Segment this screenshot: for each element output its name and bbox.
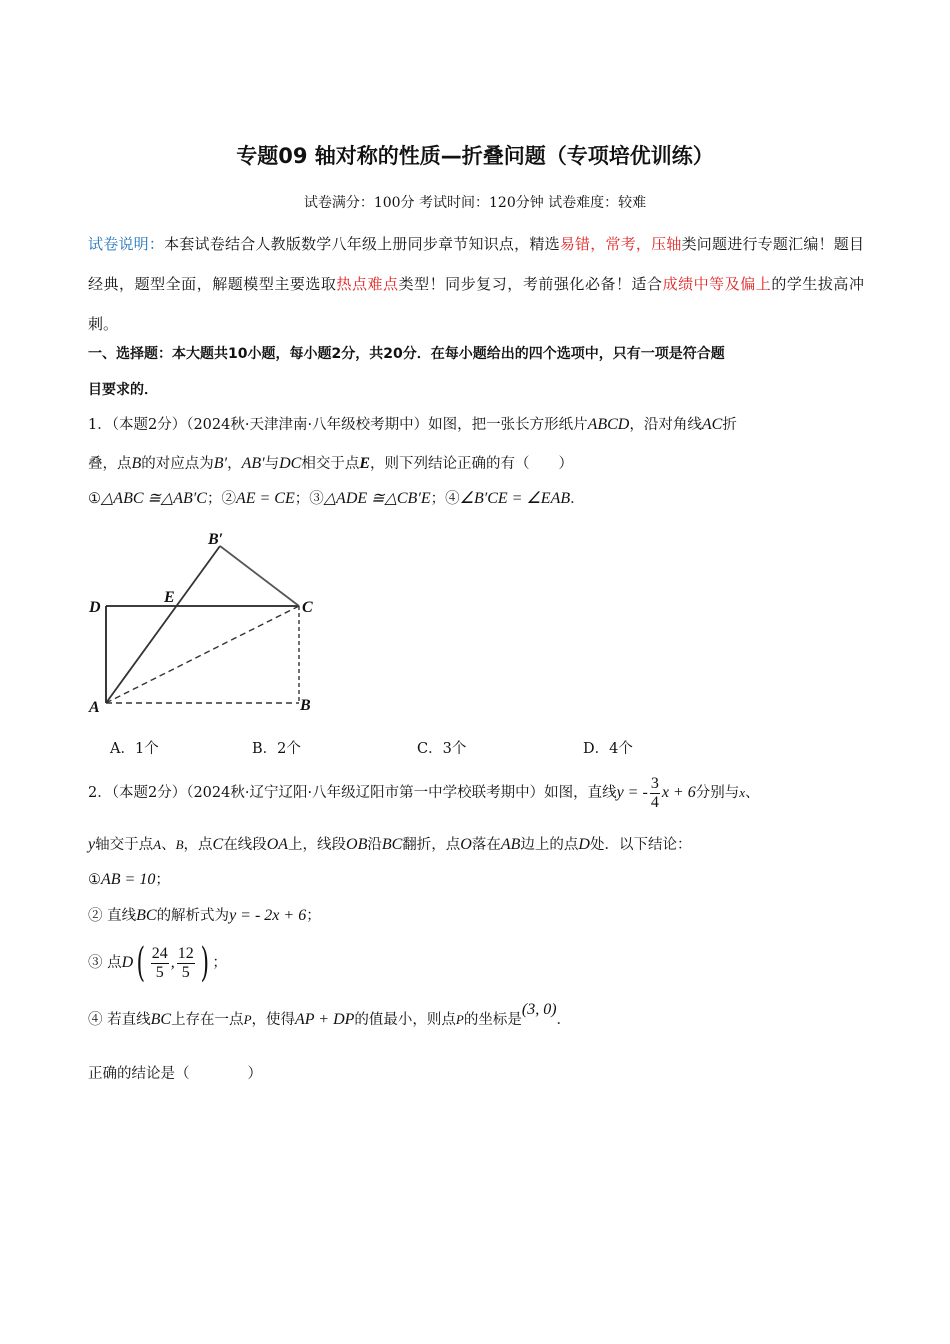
exam-description [88, 224, 864, 344]
q2-d: D [578, 836, 590, 853]
q2-conclusion-3 [88, 938, 878, 988]
q2-stem-l: 边上的点 [520, 837, 579, 853]
q1-e: E [359, 455, 371, 472]
exam-meta: 试卷满分：100分 考试时间：120分钟 试卷难度：较难 [303, 195, 647, 211]
q1-c1: △ABC ≅△AB′C [101, 490, 207, 507]
page-title: 专题09 轴对称的性质—折叠问题（专项培优训练） [236, 144, 714, 168]
q2-c3-x-num: 24 [151, 944, 168, 962]
q1-abcd: ABCD [587, 416, 630, 433]
highlight-3: 成绩中等及偏上 [662, 275, 772, 293]
q2-c3-x [151, 945, 169, 982]
q1-stem-i: ，则下列结论正确的有（ ） [370, 456, 574, 472]
q2-stem-e: 、 [161, 837, 176, 853]
line-ac-dashed [106, 606, 299, 703]
line-bprimec [220, 546, 299, 606]
q2-c: C [212, 836, 224, 853]
label-bprime: B′ [208, 531, 224, 548]
q1-line-1 [88, 413, 878, 434]
option-c[interactable]: C．3个 [417, 741, 467, 757]
q2-c3-end: ； [212, 955, 227, 971]
q2-c4-b: 上存在一点 [171, 1012, 244, 1028]
right-paren: ) [200, 940, 209, 986]
q2-conclusion-1 [88, 868, 878, 889]
q1-line-2 [88, 452, 878, 473]
highlight-1: 易错，常考，压轴 [559, 235, 682, 253]
q2-ab: AB [500, 836, 521, 853]
q2-c2-a: ② 直线 [88, 908, 137, 924]
description-text-3: 类型！同步复习，考前强化必备！适合 [398, 275, 663, 293]
q2-c4-e: 的坐标是 [463, 1012, 522, 1028]
q2-c2-eq: y = - 2x + 6 [229, 907, 307, 924]
q1-stem-d: 叠，点 [88, 456, 132, 472]
label-e: E [164, 589, 175, 606]
q2-stem-k: 落在 [471, 837, 501, 853]
q2-c2-b: 的解析式为 [156, 908, 230, 924]
q1-stem-c: 折 [722, 417, 737, 433]
q2-c3-a: ③ 点 [88, 955, 122, 971]
q2-c4-sum: AP + DP [295, 1011, 355, 1028]
option-b[interactable]: B．2个 [252, 741, 301, 757]
q1-c2-mark: ；② [206, 491, 236, 507]
q2-eq-num: 3 [650, 774, 659, 792]
q2-eq-rhs: x + 6 [661, 784, 696, 801]
label-b: B [300, 697, 311, 714]
q2-eq-lhs: y = - [616, 784, 648, 801]
q2-ob: OB [346, 836, 368, 853]
q1-c4: ∠B′CE = ∠EAB [459, 490, 571, 507]
q2-stem-j: 翻折，点 [402, 837, 461, 853]
q2-line-2 [88, 833, 878, 854]
q2-c3-y-num: 12 [177, 944, 194, 962]
highlight-2: 热点难点 [336, 275, 399, 293]
q2-oa: OA [266, 836, 289, 853]
q2-c3-comma: , [170, 954, 175, 971]
q2-c1-mark: ① [88, 872, 101, 888]
q2-stem-d: 轴交于点 [95, 837, 154, 853]
q2-c3-d: D [121, 954, 134, 971]
q2-stem-i: 沿 [367, 837, 382, 853]
q1-c3-mark: ；③ [294, 491, 324, 507]
q2-stem-h: 上，线段 [288, 837, 347, 853]
q2-conclusion-4 [88, 1001, 878, 1029]
q1-c-end: ． [570, 491, 585, 507]
q2-line-1 [88, 770, 878, 816]
line-abprime [106, 546, 220, 703]
label-a: A [89, 699, 100, 716]
q1-abprime: AB′ [241, 455, 265, 472]
q2-c3-y [177, 945, 195, 982]
q1-figure [80, 522, 340, 722]
q2-stem-f: ，点 [183, 837, 213, 853]
q2-c1: AB = 10 [101, 871, 156, 888]
q2-c4-end: ． [556, 1012, 572, 1028]
q1-ac: AC [701, 416, 723, 433]
q2-c4-d: 的值最小，则点 [354, 1012, 456, 1028]
q2-c4-c: ，使得 [251, 1012, 296, 1028]
option-a[interactable]: A．1个 [110, 741, 159, 757]
q2-c4-p: P [243, 1012, 252, 1027]
q2-eq-den: 4 [650, 793, 659, 811]
q1-bprime: B′ [213, 455, 228, 472]
q1-dc: DC [279, 455, 302, 472]
q2-c4-p2: P [455, 1012, 464, 1027]
q2-bc: BC [381, 836, 403, 853]
q2-eq-fraction [650, 775, 660, 812]
q2-c3-x-den: 5 [155, 963, 164, 981]
section-heading-line-1: 一、选择题：本大题共10小题，每小题2分，共20分．在每小题给出的四个选项中，只有一项是符合题 [88, 346, 725, 362]
description-text-2: 类问题进行专题汇编！题目经典，题型全面，解题模型主要选取 [88, 235, 864, 293]
q2-c4-a: ④ 若直线 [88, 1012, 151, 1028]
q2-c2-end: ； [306, 908, 321, 924]
q2-c3-y-den: 5 [181, 963, 190, 981]
q2-o: O [460, 836, 472, 853]
q1-stem-e: 的对应点为 [141, 456, 214, 472]
q1-c1-mark: ① [88, 491, 101, 507]
q1-c3: △ADE ≅△CB′E [323, 490, 431, 507]
description-text-1: 本套试卷结合人教版数学八年级上册同步章节知识点，精选 [164, 235, 560, 253]
q1-c2: AE = CE [235, 490, 295, 507]
q2-conclusion-2 [88, 904, 878, 925]
left-paren: ( [136, 940, 146, 986]
q1-conclusions [88, 487, 878, 508]
option-d[interactable]: D．4个 [583, 741, 633, 757]
q2-stem-c: 、 [745, 785, 760, 801]
q2-a: A [153, 837, 162, 852]
q2-c1-end: ； [155, 872, 170, 888]
q2-stem-g: 在线段 [223, 837, 267, 853]
q2-x: x [739, 785, 745, 800]
q2-c2-bc: BC [136, 907, 157, 924]
q2-ask: 正确的结论是（ ） [88, 1066, 262, 1082]
q2-stem-a: 2．（本题2分）（2024秋·辽宁辽阳·八年级辽阳市第一中学校联考期中）如图，直线 [88, 785, 617, 801]
description-text-4: 的学生拔高冲刺。 [88, 275, 864, 333]
q1-stem-f: ， [227, 456, 242, 472]
q2-c4-coord: (3, 0) [521, 1001, 557, 1018]
q1-c4-mark: ；④ [430, 491, 460, 507]
section-heading [88, 336, 864, 408]
q1-stem-h: 相交于点 [301, 456, 360, 472]
description-label: 试卷说明： [88, 235, 165, 253]
q1-stem-g: 与 [264, 456, 280, 472]
q2-y: y [88, 836, 96, 853]
q1-stem-a: 1．（本题2分）（2024秋·天津津南·八年级校考期中）如图，把一张长方形纸片 [88, 417, 588, 433]
section-heading-line-2: 目要求的． [88, 382, 158, 398]
label-d: D [89, 599, 101, 616]
q1-stem-b: ，沿对角线 [629, 417, 702, 433]
q2-stem-m: 处．以下结论： [589, 837, 692, 853]
q1-b: B [131, 455, 142, 472]
q2-b: B [175, 837, 184, 852]
q2-stem-b: 分别与 [695, 785, 740, 801]
q2-c4-bc: BC [150, 1011, 172, 1028]
label-c: C [302, 599, 313, 616]
